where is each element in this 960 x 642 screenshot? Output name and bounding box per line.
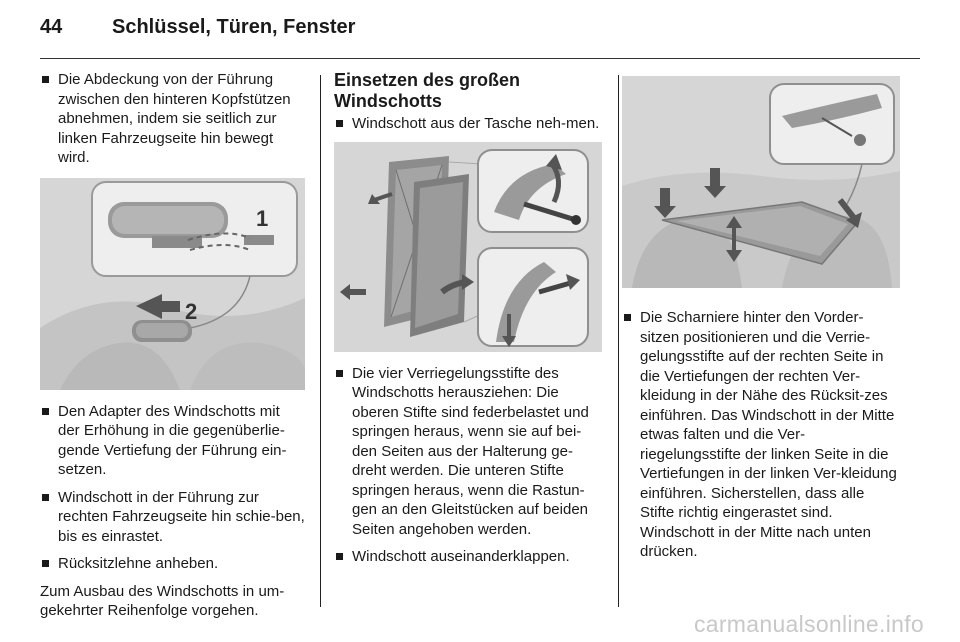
figure-mirror-adapter <box>40 178 305 390</box>
column-1 <box>40 70 305 621</box>
removal-note: Zum Ausbau des Windschotts in um-gekehrter Reihenfolge vorgehen. <box>40 582 285 619</box>
instruction-insert-adapter: Den Adapter des Windschotts mit der Erhöhung in die gegenüberlie-gende Vertiefung der Führung ein-setzen. <box>40 402 305 480</box>
header-rule <box>40 58 920 59</box>
instruction-pull-locking-pins: Die vier Verriegelungsstifte des Windschotts herausziehen: Die oberen Stifte sind federbelastet und springen heraus, wenn sie auf bei-den Seiten aus der Halterung ge-dreht werden. Die unteren Stifte springen heraus, wenn die Rastun-gen an den Gleitstücken auf beiden Seiten angehoben werden. <box>334 364 602 540</box>
instruction-take-from-bag: Windschott aus der Tasche neh-men. <box>334 114 602 134</box>
page-number: 44 <box>40 16 63 38</box>
instruction-slide-windscreen: Windschott in der Führung zur rechten Fahrzeugseite hin schie-ben, bis es einrastet. <box>40 488 305 547</box>
callout-2: 2 <box>185 298 198 324</box>
figure-windscreen-pins <box>334 142 602 352</box>
column-3 <box>622 70 900 562</box>
figure-windscreen-installed-svg <box>622 76 900 288</box>
instruction-raise-seatback: Rücksitzlehne anheben. <box>40 554 305 574</box>
page-header <box>40 16 355 46</box>
figure-windscreen-installed <box>622 76 900 288</box>
page-title: Schlüssel, Türen, Fenster <box>112 16 356 38</box>
figure-mirror-adapter-svg <box>40 178 305 390</box>
callout-1: 1 <box>256 205 269 231</box>
instruction-position-hinges: Die Scharniere hinter den Vorder-sitzen positionieren und die Verrie-gelungsstifte auf der rechten Seite in die Vertiefungen der rechten Ver-kleidung in der Nähe des Rücksit-zes einführen. Das Windschott in der Mitte etwas falten und die Ver-riegelungsstifte der linken Seite in die Vertiefungen in der linken Ver-kleidung einführen. Sicherstellen, dass alle Stifte richtig eingerastet sind. Windschott in der Mitte nach unten drücken. <box>622 308 900 562</box>
column-divider-2 <box>618 75 619 607</box>
section-heading: Einsetzen des großen Windschotts <box>334 70 521 111</box>
watermark: carmanualsonline.info <box>693 611 924 637</box>
figure-windscreen-pins-svg <box>334 142 602 352</box>
column-divider-1 <box>320 75 321 607</box>
instruction-remove-cover: Die Abdeckung von der Führung zwischen den hinteren Kopfstützen abnehmen, indem sie seitlich zur linken Fahrzeugseite hin bewegt wird. <box>40 70 305 168</box>
column-2 <box>334 70 602 567</box>
instruction-unfold-windscreen: Windschott auseinanderklappen. <box>334 547 602 567</box>
